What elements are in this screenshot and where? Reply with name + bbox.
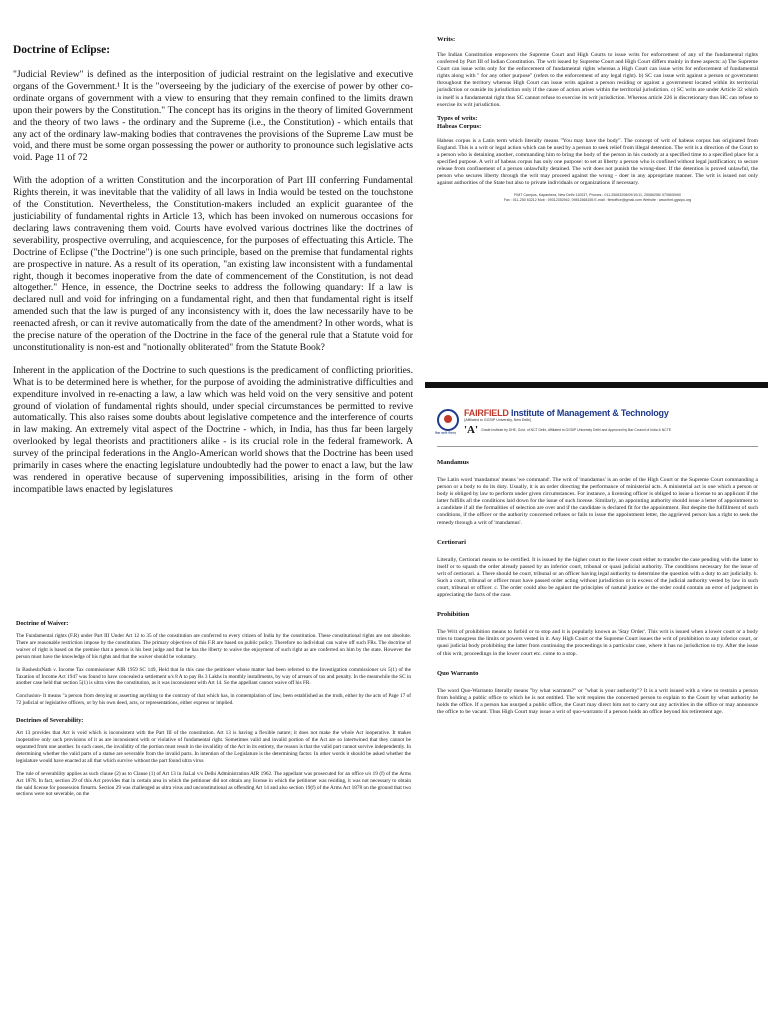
eclipse-paragraph-3: Inherent in the application of the Doctrine to such questions is the predicament of conflicting priorities. What is to be determined here is whether, for the purpose of avoiding the administrative difficulties and expenditure involved in re-enacting a law, a law which was held void on the very sensitive and potent ground of violation of fundamental rights should, under special circumstances be permitted to revive automatically. This also raises some doubts about legislative competence and the interference of courts in law making. An extremely vital aspect of the Doctrine - which, in India, has thus far been largely overlooked by legal theorists and practitioners alike - is its crucial role in the federal framework. A survey of the principal federations in the Anglo-American world shows that the Doctrine has been used primarily in cases where the enacting legislature undoubtedly had the power to enact a law, but the law was rendered in operative because of supervening impossibilities, arising in the form of other incompatible laws enacted by legislatures (13, 364, 413, 495)
page-doctrine-of-eclipse (0, 0, 425, 610)
eclipse-paragraph-1: "Judicial Review" is defined as the interposition of judicial restraint on the legislative and executive organs of the Government.¹ It is the "overseeing by the judiciary of the exercise of power by other co-ordinate organs of government with a view to ensuring that they remain confined to the limits drawn upon their powers by the Constitution." The concept has its origins in the theory of limited Government and the theory of two laws - the ordinary and the Supreme (i.e., the Constitution) - which entails that any act of the ordinary law-making bodies that contravenes the provisions of the Supreme Law must be void, and there must be some organ possessing the power or authority to pronounce such legislative acts void. Page 11 of 72 (13, 69, 413, 164)
grade-row (464, 424, 671, 436)
page-waiver-severability (0, 610, 425, 1024)
certiorari-paragraph: Literally, Certiorari means to be certified. It is issued by the higher court to the lower court either to transfer the case pending with the latter to itself or to squash the order already passed by an inferior court, tribunal or quasi judicial authority. The conditions necessary for the issue of writ of certiorari. a. There should be court, tribunal or an officer having legal authority to determine the question with a duty to act judicially. b. Such a court, tribunal or officer must have passed order acting without jurisdiction or in excess of the judicial authority vested by law in such court, tribunal or officer. c. The order could also be against the principles of natural justice or the order could contain an error of judgment in appreciating the facts of the case. (437, 556, 758, 599)
logo-slogan: विद्या ददाति विनयम् (435, 431, 456, 435)
page-footer-address: FIMT Campus, Kapashera, New Delhi 110037, Phones : 011-25063208/09/10/11, 25066256/ 57/58/59/60 (514, 193, 681, 198)
writs-paragraph: The Indian Constitution empowers the Supreme Court and High Courts to issue writs for enforcement of any of the fundamental rights conferred by Part III of Indian Constitution. The writ issued by Supreme Court and High Court differs mainly in three aspects: a) The Supreme Court can issue writs only for the enforcement of fundamental rights whereas a High Court can issue writs for enforcement of fundamental rights along with " for any other purpose" (refers to the enforcement of any legal right). b) SC can issue writ against a person or government throughout the territory whereas High Court can issue writs against a person residing or against a government located within its territorial jurisdiction or outside its jurisdiction only if the cause of action arises within the territorial jurisdiction. c) SC writs are under Article 32 which in itself is a fundamental right thus SC cannot refuse to exercise its writ jurisdiction. Whereas article 226 is discretionary thus HC can refuse to exercise its writ jurisdiction. (437, 52, 758, 108)
institute-name-suffix: Institute of Management & Technology (511, 408, 669, 418)
severability-heading: Doctrines of Severability: (16, 717, 84, 725)
prohibition-paragraph: The Writ of prohibition means to forbid or to stop and it is popularly known as 'Stay Order'. This writ is issued when a lower court or a body tries to transgress the limits or powers vested in it. Any High Court or the Supreme Court issues the writ of prohibition to any inferior court, or quasi judicial body prohibiting the latter from continuing the proceedings in a particular case, where it has no jurisdiction to try. After the issue of this writ, proceedings in the lower court etc. come to a stop. (437, 629, 758, 657)
habeas-corpus-heading: Habeas Corpus: (437, 122, 482, 130)
mandamus-paragraph: The Latin word 'mandamus' means 'we command'. The writ of 'mandamus' is an order of the High Court or the Supreme Court commanding a person or a body to do its duty. Usually, it is an order directing the performance of ministerial acts. A ministerial act is one which a person or body is obliged by law to perform under given circumstances. For instance, a licensing officer is obliged to issue a license to an applicant if the latter fulfills all the conditions laid down for the issue of such license. Similarly, an appointing authority should issue a letter of appointment to a candidate if all the formalities of selection are over and if the candidate is declared fit for the appointment. But despite the fulfillment of such conditions, if the officer or the authority concerned refuses or fails to issue the appointment letter, the aggrieved person has a right to seek the remedy through a writ of 'mandamus'. (437, 477, 758, 526)
severability-paragraph-2: The rule of severability applies as such clause (2) as to Clause (1) of Art 13 in JiaLal v/s Delhi Administration AIR 1962. The appellant was prosecuted for an office u/s 19 (f) of the Arms Act 1878. In fact, section 29 of this Act provides that in certain area in which the petitioner did not obtain any license in which the petitioner was residing, it was not necessary to obtain the said license for possession firearm. Section 29 was challenged as ultra virus and unconstitutional as offending Art 14 and also section 19(f) of the Arms Act 1878 on the ground that two sections were not severable, on the (16, 770, 411, 798)
mandamus-heading: Mandamus (437, 459, 469, 466)
institute-name-main: FAIRFIELD (464, 408, 509, 418)
types-of-writs-heading: Types of writs: (437, 114, 478, 122)
waiver-heading: Doctrine of Waiver: (16, 620, 69, 627)
page-writs (425, 0, 768, 382)
certiorari-heading: Certiorari (437, 538, 466, 546)
eclipse-paragraph-2: With the adoption of a written Constitution and the incorporation of Part III conferring Fundamental Rights therein, it was inevitable that the validity of all laws in India would be tested on the touchstone of the Constitution. Nevertheless, the Constitution-makers included an explicit guarantee of the justiciability of fundamental rights in Article 13, which has been invoked on numerous occasions for declaring laws contravening them void. Courts have evolved various doctrines like the doctrines of severability, prospective overruling, and acquiescence, for the purposes of effectuating this Article. The Doctrine of Eclipse ("the Doctrine") is one such principle, based on the premise that fundamental rights are prospective in nature. As a result of its operation, "an existing law inconsistent with a fundamental right, though it becomes inoperative from the date of commencement of the Constitution, is not dead altogether." Hence, in essence, the Doctrine seeks to address the following quandary: If a law is declared null and void for infringing on a fundamental right, and then that fundamental right is itself amended such that the law is purged of any inconsistency with it, does the law necessarily have to be reenacted afresh, or can it revive automatically from the date of the amendment? In other words, what is the precise nature of the operation of the Doctrine in the face of the general rule that a Statute void for unconstitutionality is non-est and "notionally obliterated" from the Statute Book? (13, 175, 413, 353)
waiver-paragraph-3: Conclusion- It means "a person from denying or asserting anything to the contrary of that which has, in contemplation of law, been established as the truth, either by the acts of Page 17 of 72 judicial or legislative officers, or by his own deed, acts, or representations, either express or implied. (16, 693, 411, 707)
waiver-paragraph-1: The Fundamental rights (F.R) under Part III Under Art 12 to 35 of the constitution are conferred to every citizen of India by the constitution. These constitutional rights are not absolute. There are reasonable restriction impose by the constitution. The primary objectives of this F.R are based on public policy. Therefore no individual can waive off such FRs. The doctrine of waiver of right is based on the premise that a person is his best judge and that he has the liberty to waive the enjoyment of such right as are conferred on him by the state. However the person must have the knowledge of his rights and that the waiver should be voluntary. (16, 633, 411, 660)
page-writ-types (425, 388, 768, 1024)
grade-badge: 'A' (464, 424, 479, 436)
institute-name (464, 408, 671, 418)
institute-affiliation: (Affiliated to GGSIP University, New Delhi) (464, 418, 532, 422)
severability-paragraph-1: Art 13 provides that Act is void which is inconsistent with the Part III of the constitution. Art 13 is having a flexible nature; it does not make the whole Act inoperative. It makes inoperative only such provisions of it as are inconsistent with or violative of fundamental right. Sometimes valid and invalid portion of the Act are so intertwined that they cannot be separated from one another. In such cases, the invalidity of the portion must result in the invalidity of the Act in its entirety, the reason is that the valid part cannot survive independently. In determining whether the valid parts of a statue are severable from the invalid parts. In intention of the Legislature is the determining factor. In other words it should be asked whether the legislature would have enacted at all that which survive without the part found ultra virus (16, 730, 411, 764)
quo-warranto-paragraph: The word Quo-Warranto literally means "by what warrants?" or "what is your authority"? It is a writ issued with a view to restrain a person from holding a public office to which he is not entitled. The writ requires the concerned person to explain to the Court by what authority he holds the office. If a person has usurped a public office, the Court may direct him not to carry out any activities in the office or may announce the office to be vacant. Thus High Court may issue a writ of quo-warranto if a person holds an office beyond his retirement age. (437, 687, 758, 715)
habeas-corpus-paragraph: Habeas corpus is a Latin term which literally means "You may have the body". The concept of writ of habeas corpus has originated from England. This is a writ or legal action which can be used by a person to seek relief from illegal detention. The writ is a direction of the Court to a person who is detaining another, commanding him to bring the body of the person in his custody at a specified time to a specified place for a specified purpose. A writ of habeas corpus has only one purpose: to set at liberty a person who is confined without legal justification; to secure release from confinement of a person unlawfully detained. The writ does not punish the wrong-doer. If the detention is proved unlawful, the person who secures liberty through the writ may proceed against the wrong - doer in any appropriate manner. The writ is issued not only against authorities of the State but also to private individuals or organizations if necessary. (437, 137, 758, 187)
institute-header (437, 398, 758, 447)
page-footer-contact: Fax : 011-250 63212 Mob : 09312352942, 09811568155 E-mail : fimtoffice@gmail.com Website : www.fimt-ggsipu.org (503, 198, 692, 203)
eclipse-heading: Doctrine of Eclipse: (13, 44, 111, 56)
prohibition-heading: Prohibition (437, 611, 470, 619)
writs-heading: Writs: (437, 36, 456, 43)
institute-logo-icon (437, 409, 459, 435)
quo-warranto-heading: Quo Warranto (437, 669, 479, 677)
grade-description: Grade Institute by DHE, Govt. of NCT Delhi, Affiliated to GGSIP University Delhi and Approved by Bar Council of India & NCTE (481, 428, 672, 432)
institute-brand (464, 408, 671, 436)
waiver-paragraph-2: In BasheshrNath v. Income Tax commissioner AIR 1959 SC 149, Held that In this case the petitioner whose matter had been referred to the Investigation commissioner u/s 5(1) of the Taxation of Income Act 1947 was found to have concealed a settlement u/s 8 A to pay Rs 3 Lakhs in monthly installments, by way of arrears of tax and penalty. In the meanwhile the SC in another case held that section 5(1) is ultra vires the constitution, as it was inconsistent with Art 14. So the appellant cannot waive off his FR. (16, 666, 411, 687)
